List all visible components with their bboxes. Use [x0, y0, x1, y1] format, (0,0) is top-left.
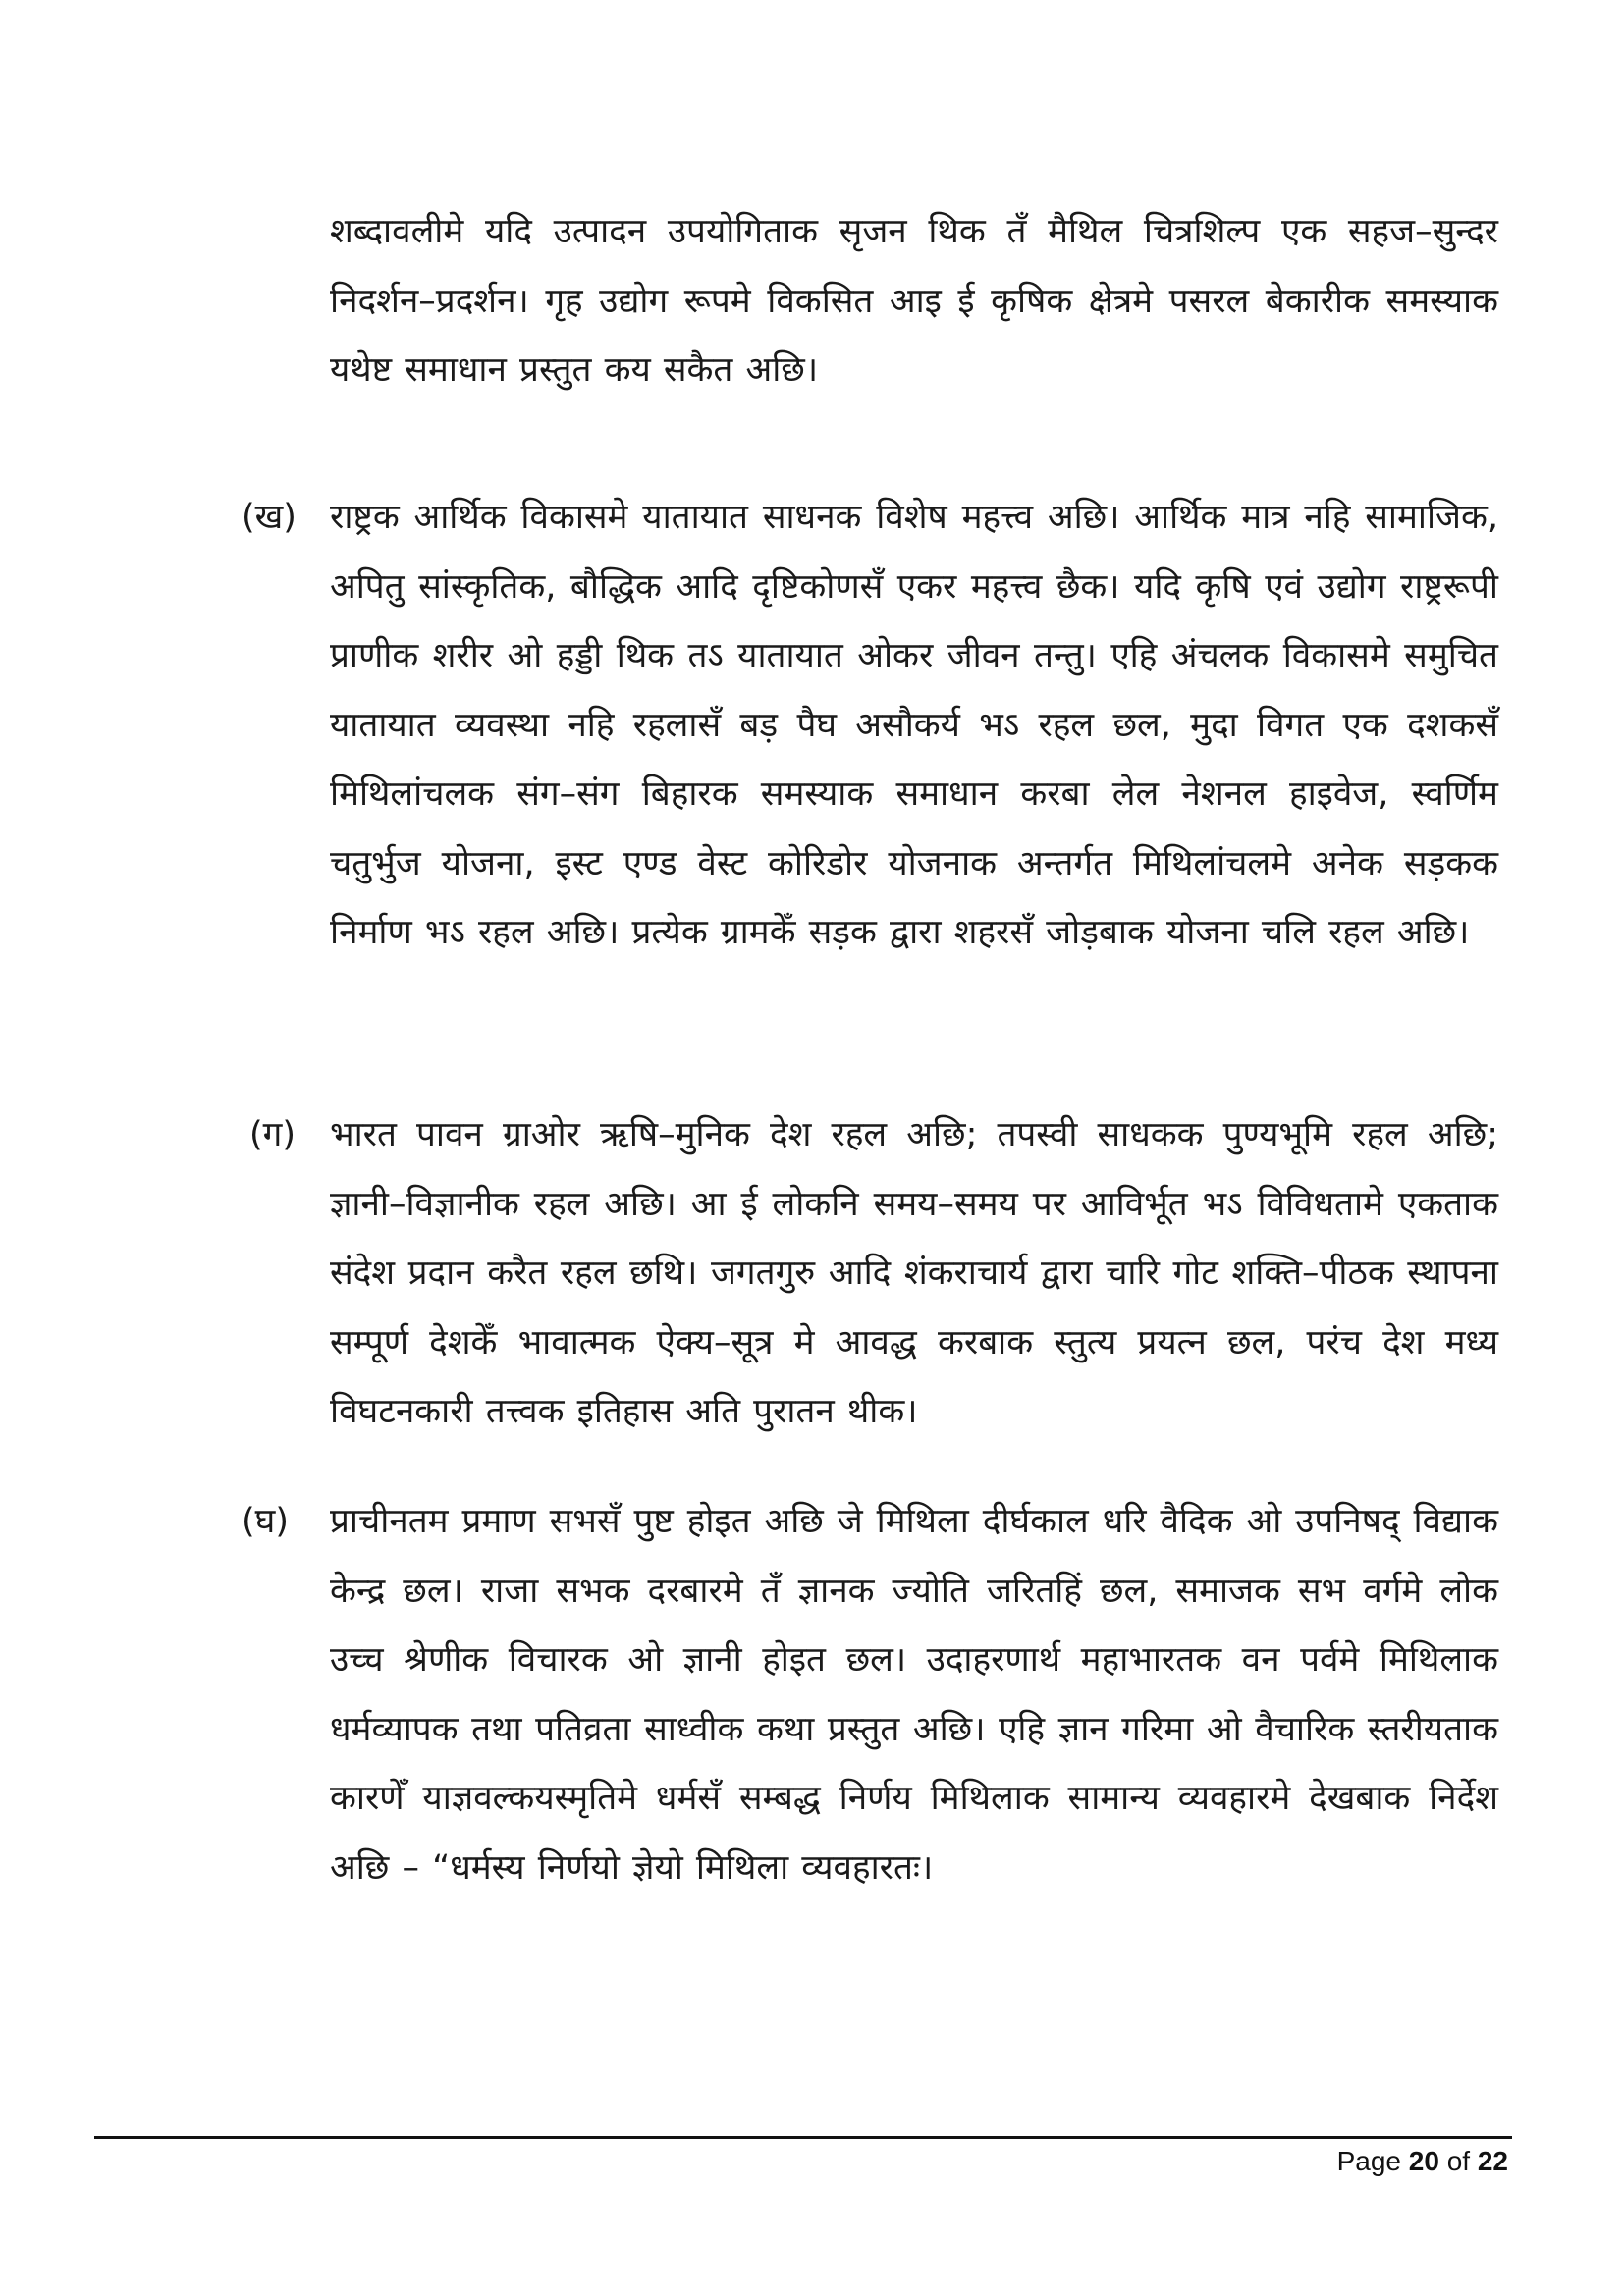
paragraph-gha: प्राचीनतम प्रमाण सभसँ पुष्ट होइत अछि जे मिथिला दीर्घकाल धरि वैदिक ओ उपनिषद् विद्याक केन्द्र छल। राजा सभक दरबारमे तँ ज्ञानक ज्योति जरितहिं छल, समाजक सभ वर्गमे लोक उच्च श्रेणीक विचारक ओ ज्ञानी होइत छल। उदाहरणार्थ महाभारतक वन पर्वमे मिथिलाक धर्मव्यापक तथा पतिव्रता साध्वीक कथा प्रस्तुत अछि। एहि ज्ञान गरिमा ओ वैचारिक स्तरीयताक कारणेँ याज्ञवल्कयस्मृतिमे धर्मसँ सम्बद्ध निर्णय मिथिलाक सामान्य व्यवहारमे देखबाक निर्देश अछि – “धर्मस्य निर्णयो ज्ञेयो मिथिला व्यवहारतः। [330, 1502, 1498, 1888]
page-number [1337, 2146, 1508, 2177]
page-of-label: of [1446, 2146, 1471, 2176]
footer-divider [94, 2136, 1512, 2139]
paragraph-ga: भारत पावन ग्राओर ऋषि–मुनिक देश रहल अछि; तपस्वी साधकक पुण्यभूमि रहल अछि; ज्ञानी–विज्ञानीक रहल अछि। आ ई लोकनि समय–समय पर आविर्भूत भऽ विविधतामे एकताक संदेश प्रदान करैत रहल छथि। जगतगुरु आदि शंकराचार्य द्वारा चारि गोट शक्ति–पीठक स्थापना सम्पूर्ण देशकेँ भावात्मक ऐक्य–सूत्र मे आवद्ध करबाक स्तुत्य प्रयत्न छल, परंच देश मध्य विघटनकारी तत्त्वक इतिहास अति पुरातन थीक। [330, 1115, 1498, 1431]
total-page-number: 22 [1477, 2146, 1508, 2176]
page-label: Page [1336, 2146, 1401, 2176]
paragraph-kha: राष्ट्रक आर्थिक विकासमे यातायात साधनक विशेष महत्त्व अछि। आर्थिक मात्र नहि सामाजिक, अपितु सांस्कृतिक, बौद्धिक आदि दृष्टिकोणसँ एकर महत्त्व छैक। यदि कृषि एवं उद्योग राष्ट्ररूपी प्राणीक शरीर ओ हड्डी थिक तऽ यातायात ओकर जीवन तन्तु। एहि अंचलक विकासमे समुचित यातायात व्यवस्था नहि रहलासँ बड़ पैघ असौकर्य भऽ रहल छल, मुदा विगत एक दशकसँ मिथिलांचलक संग–संग बिहारक समस्याक समाधान करबा लेल नेशनल हाइवेज, स्वर्णिम चतुर्भुज योजना, इस्ट एण्ड वेस्ट कोरिडोर योजनाक अन्तर्गत मिथिलांचलमे अनेक सड़कक निर्माण भऽ रहल अछि। प्रत्येक ग्रामकेँ सड़क द्वारा शहरसँ जोड़बाक योजना चलि रहल अछि। [330, 498, 1498, 952]
paragraph-intro: शब्दावलीमे यदि उत्पादन उपयोगिताक सृजन थिक तँ मैथिल चित्रशिल्प एक सहज–सुन्दर निदर्शन–प्रदर्शन। गृह उद्योग रूपमे विकसित आइ ई कृषिक क्षेत्रमे पसरल बेकारीक समस्याक यथेष्ट समाधान प्रस्तुत कय सकैत अछि। [330, 212, 1498, 390]
current-page-number: 20 [1408, 2146, 1439, 2176]
paragraph-marker-gha: (घ) [242, 1502, 289, 1541]
paragraph-marker-ga: (ग) [249, 1115, 297, 1154]
paragraph-marker-kha: (ख) [242, 498, 297, 537]
